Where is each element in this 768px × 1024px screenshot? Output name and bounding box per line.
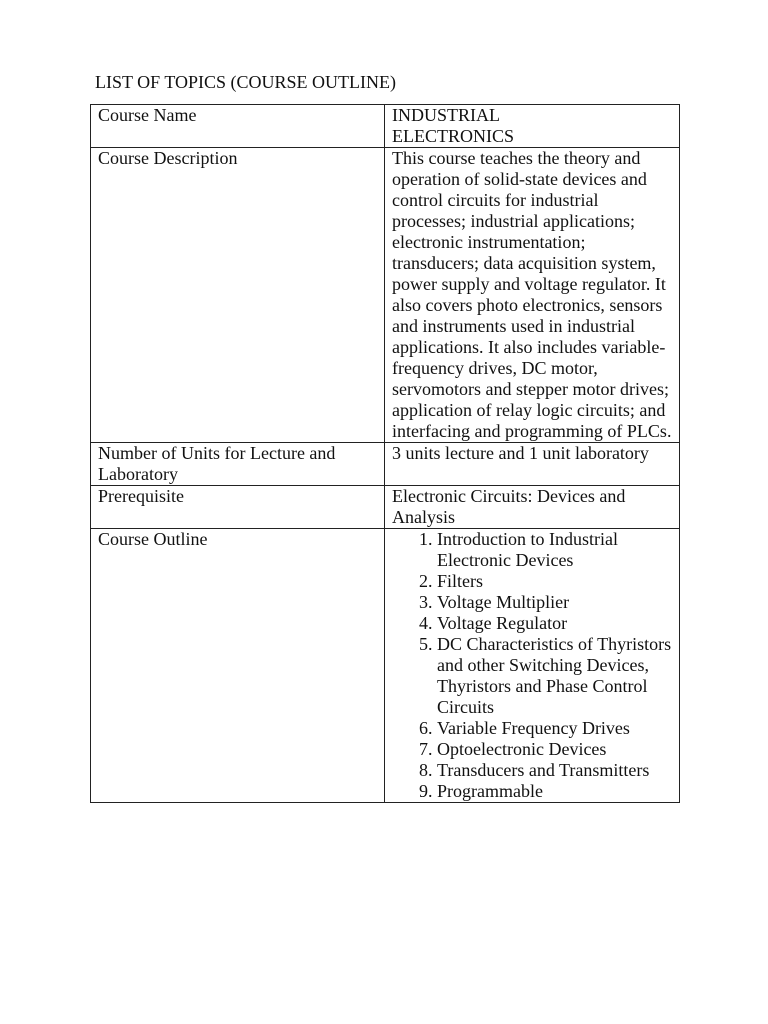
course-topics-list	[392, 529, 672, 802]
course-name-value-cell	[385, 105, 680, 148]
list-item: 4. Voltage Regulator	[437, 613, 672, 634]
units-value: 3 units lecture and 1 unit laboratory	[392, 443, 649, 463]
table-row-course-description	[91, 148, 680, 443]
document-title: LIST OF TOPICS (COURSE OUTLINE)	[95, 72, 397, 92]
list-item: 8. Transducers and Transmitters	[437, 760, 672, 781]
table-row-prerequisite	[91, 486, 680, 529]
course-outline-label: Course Outline	[98, 529, 208, 549]
table-row-units	[91, 443, 680, 486]
list-item: 9. Programmable	[437, 781, 672, 802]
list-item: 7. Optoelectronic Devices	[437, 739, 672, 760]
table-row-course-name	[91, 105, 680, 148]
course-description-label: Course Description	[98, 148, 238, 168]
list-item: 2. Filters	[437, 571, 672, 592]
course-name-label-cell	[91, 105, 385, 148]
course-name-label: Course Name	[98, 105, 197, 125]
units-label-cell	[91, 443, 385, 486]
table-row-course-outline	[91, 529, 680, 803]
course-name-value: INDUSTRIAL ELECTRONICS	[392, 105, 515, 146]
list-item: 3. Voltage Multiplier	[437, 592, 672, 613]
course-description-value-cell	[385, 148, 680, 443]
units-value-cell	[385, 443, 680, 486]
course-outline-value-cell	[385, 529, 680, 803]
units-label: Number of Units for Lecture and Laboratory	[98, 443, 336, 484]
prerequisite-label: Prerequisite	[98, 486, 184, 506]
course-description-label-cell	[91, 148, 385, 443]
course-description-value: This course teaches the theory and operation of solid-state devices and control circuits for industrial processes; industrial applications; electronic instrumentation; transducers; data acquisition system, power supply and voltage regulator. It also covers photo electronics, sensors and instruments used in industrial applications. It also includes variable-frequency drives, DC motor, servomotors and stepper motor drives; application of relay logic circuits; and interfacing and programming of PLCs.	[392, 148, 672, 441]
list-item: 1. Introduction to Industrial Electronic Devices	[437, 529, 672, 571]
list-item: 6. Variable Frequency Drives	[437, 718, 672, 739]
course-outline-table	[90, 104, 680, 803]
prerequisite-value-cell	[385, 486, 680, 529]
course-outline-label-cell	[91, 529, 385, 803]
prerequisite-value: Electronic Circuits: Devices and Analysis	[392, 486, 626, 527]
list-item: 5. DC Characteristics of Thyristors and other Switching Devices, Thyristors and Phase Control Circuits	[437, 634, 672, 718]
prerequisite-label-cell	[91, 486, 385, 529]
